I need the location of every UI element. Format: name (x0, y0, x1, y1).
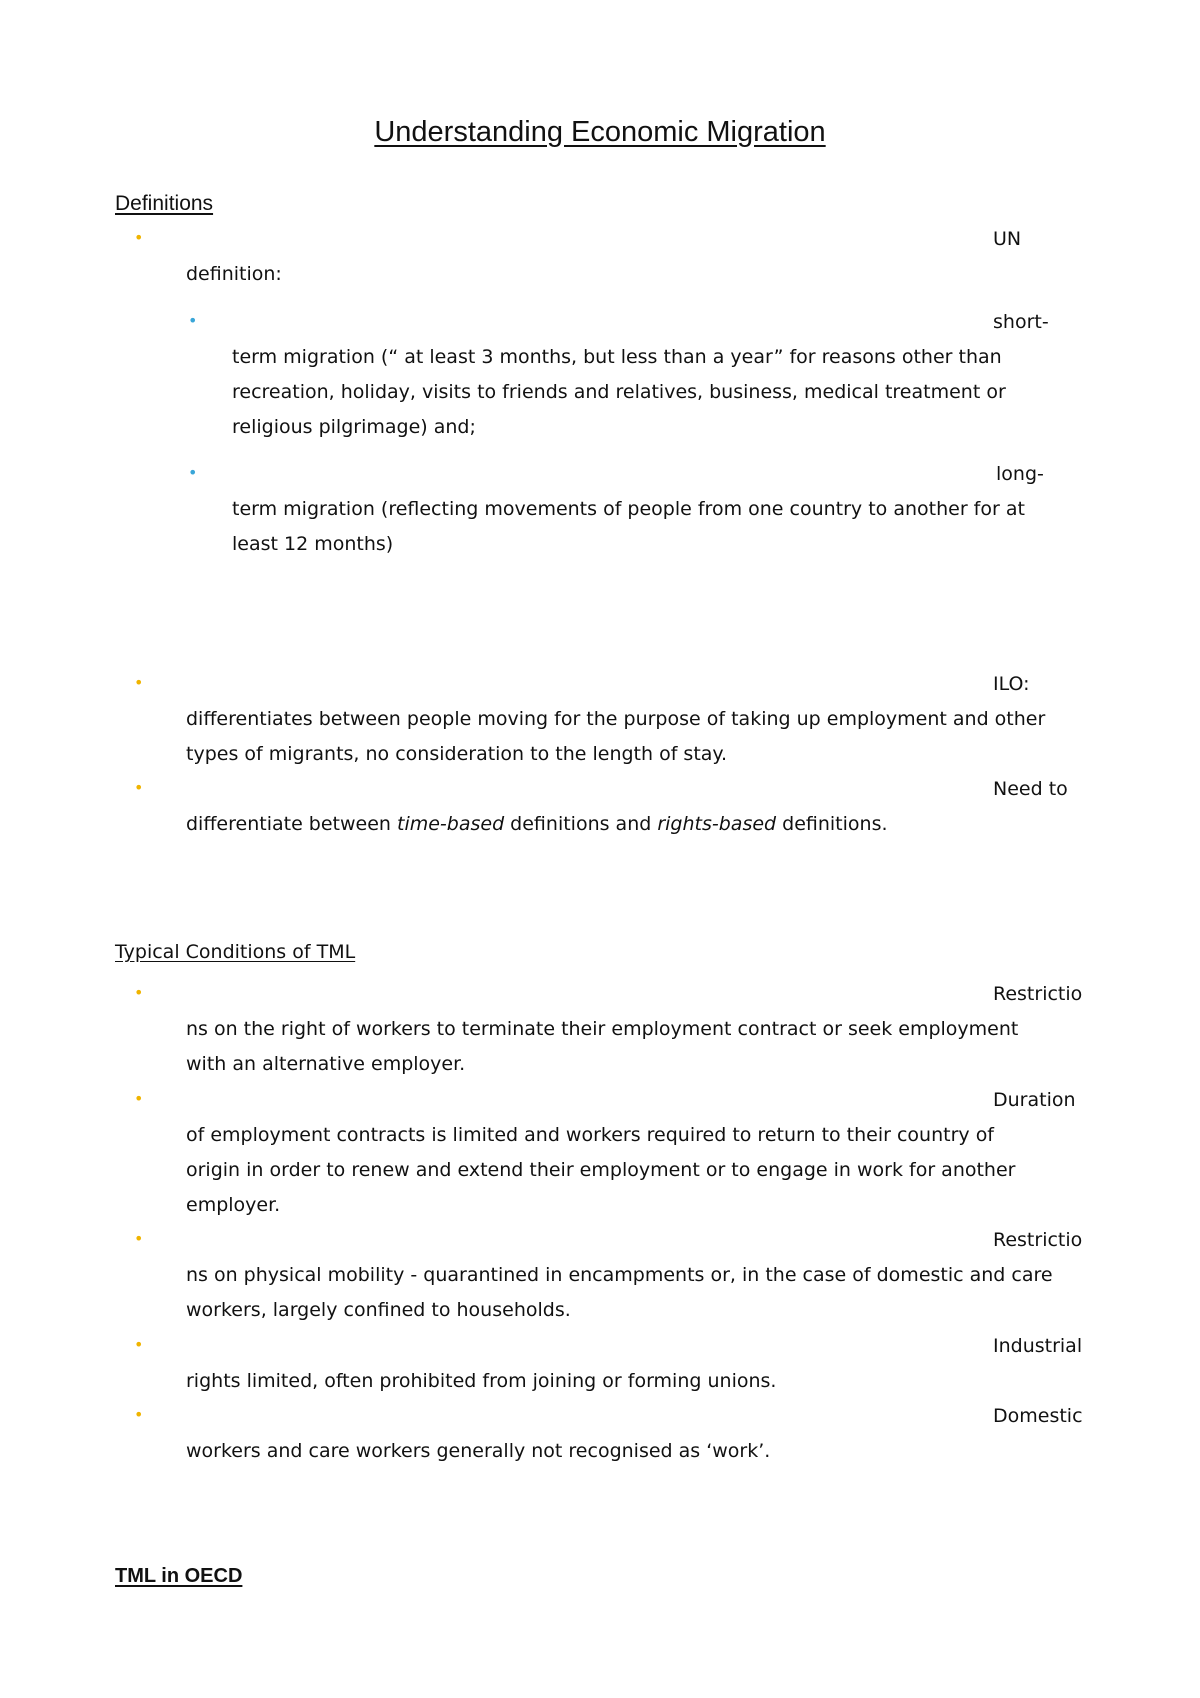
typical-item-1-line-1: ns on the right of workers to terminate their employment contract or seek employment (186, 1018, 1019, 1040)
ilo-line-2: types of migrants, no consideration to the length of stay. (186, 743, 727, 765)
heading-tml-oecd: TML in OECD (115, 1565, 243, 1587)
typical-item-5-line-1: workers and care workers generally not recognised as ‘work’. (186, 1440, 771, 1462)
long-term-line-2: least 12 months) (232, 533, 394, 555)
typical-item-1-lead: Restrictio (993, 983, 1083, 1005)
ilo-line-1: differentiates between people moving for the purpose of taking up employment and other (186, 708, 1046, 730)
typical-item-3-lead: Restrictio (993, 1229, 1083, 1251)
typical-item-2-line-1: of employment contracts is limited and workers required to return to their country of (186, 1124, 995, 1146)
typical-item-2-lead: Duration (993, 1089, 1076, 1111)
typical-item-2-line-2: origin in order to renew and extend their employment or to engage in work for another (186, 1159, 1016, 1181)
bullet-icon: • (134, 778, 144, 797)
sub-bullet-icon: • (188, 311, 198, 330)
un-text: definition: (186, 263, 282, 285)
typical-item-4-line-1: rights limited, often prohibited from joining or forming unions. (186, 1370, 777, 1392)
bullet-icon: • (134, 1405, 144, 1424)
un-lead: UN (993, 228, 1022, 250)
typical-item-4-lead: Industrial (993, 1335, 1083, 1357)
ilo-lead: ILO: (993, 673, 1030, 695)
typical-item-3-line-2: workers, largely confined to households. (186, 1299, 571, 1321)
document-title: Understanding Economic Migration (374, 116, 826, 148)
typical-item-2-line-3: employer. (186, 1194, 281, 1216)
long-term-line-1: term migration (reflecting movements of people from one country to another for at (232, 498, 1025, 520)
bullet-icon: • (134, 673, 144, 692)
short-term-lead: short- (993, 311, 1049, 333)
bullet-icon: • (134, 983, 144, 1002)
bullet-icon: • (134, 1229, 144, 1248)
short-term-line-1: term migration (“ at least 3 months, but less than a year” for reasons other than (232, 346, 1002, 368)
heading-typical-conditions: Typical Conditions of TML (115, 941, 356, 963)
need-line: differentiate between time-based definitions and rights-based definitions. (186, 813, 888, 835)
bullet-icon: • (134, 1089, 144, 1108)
short-term-line-3: religious pilgrimage) and; (232, 416, 476, 438)
typical-item-1-line-2: with an alternative employer. (186, 1053, 466, 1075)
heading-definitions: Definitions (115, 192, 214, 215)
bullet-icon: • (134, 228, 144, 247)
sub-bullet-icon: • (188, 463, 198, 482)
need-lead: Need to (993, 778, 1068, 800)
bullet-icon: • (134, 1335, 144, 1354)
typical-item-5-lead: Domestic (993, 1405, 1083, 1427)
typical-item-3-line-1: ns on physical mobility - quarantined in encampments or, in the case of domestic and care (186, 1264, 1053, 1286)
short-term-line-2: recreation, holiday, visits to friends and relatives, business, medical treatment or (232, 381, 1006, 403)
long-term-lead: long- (996, 463, 1044, 485)
